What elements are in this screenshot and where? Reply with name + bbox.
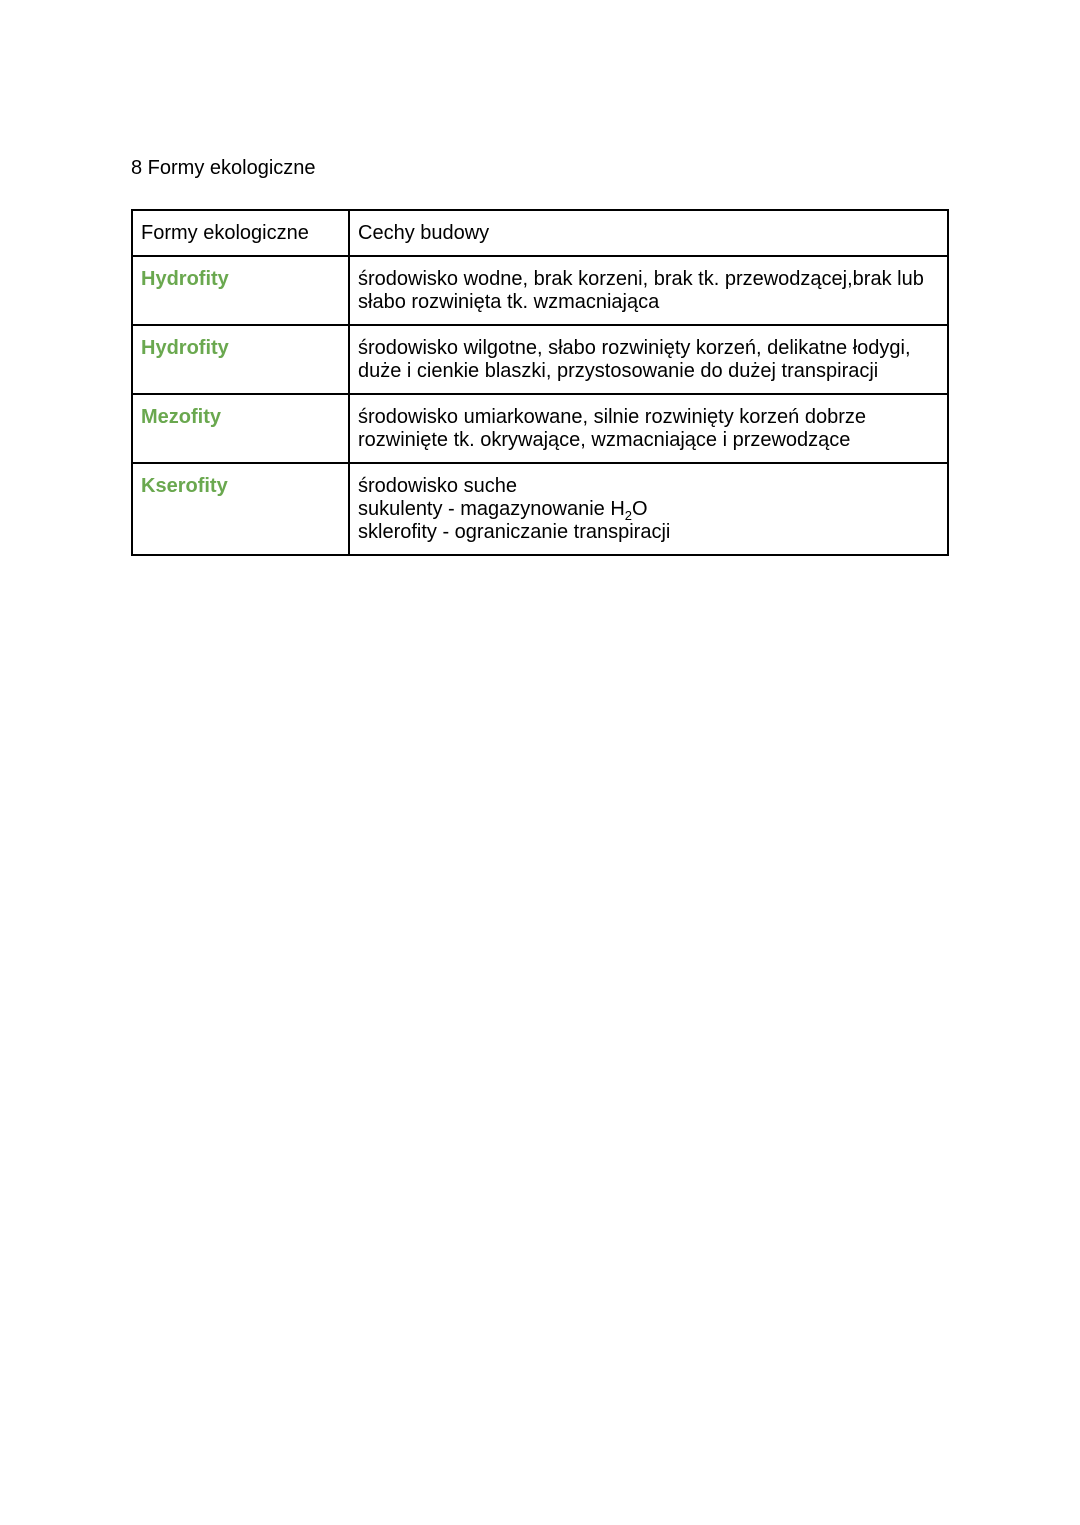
form-name-cell: Kserofity bbox=[132, 463, 349, 555]
feature-line: sklerofity - ograniczanie transpiracji bbox=[358, 521, 671, 543]
feature-line: rozwinięte tk. okrywające, wzmacniające i przewodzące bbox=[358, 429, 851, 451]
table-row bbox=[132, 256, 948, 325]
table-row bbox=[132, 463, 948, 555]
feature-line-water bbox=[358, 498, 939, 521]
feature-line: środowisko umiarkowane, silnie rozwinięty korzeń dobrze bbox=[358, 406, 866, 428]
page-title: 8 Formy ekologiczne bbox=[131, 157, 316, 179]
form-name-cell: Hydrofity bbox=[132, 256, 349, 325]
features-cell bbox=[349, 256, 948, 325]
form-name-cell: Hydrofity bbox=[132, 325, 349, 394]
table-header-row bbox=[132, 210, 948, 256]
features-cell bbox=[349, 325, 948, 394]
header-cell-form: Formy ekologiczne bbox=[132, 210, 349, 256]
water-formula-prefix: sukulenty - magazynowanie H bbox=[358, 498, 625, 520]
header-cell-features: Cechy budowy bbox=[349, 210, 948, 256]
subscript-two: 2 bbox=[624, 508, 633, 523]
features-cell bbox=[349, 463, 948, 555]
feature-line: słabo rozwinięta tk. wzmacniająca bbox=[358, 291, 660, 313]
feature-line: duże i cienkie blaszki, przystosowanie do dużej transpiracji bbox=[358, 360, 879, 382]
form-name-cell: Mezofity bbox=[132, 394, 349, 463]
feature-line: środowisko suche bbox=[358, 475, 517, 497]
feature-line: środowisko wodne, brak korzeni, brak tk. przewodzącej,brak lub bbox=[358, 268, 924, 290]
features-cell bbox=[349, 394, 948, 463]
table-row bbox=[132, 325, 948, 394]
feature-line: środowisko wilgotne, słabo rozwinięty korzeń, delikatne łodygi, bbox=[358, 337, 911, 359]
table-row bbox=[132, 394, 948, 463]
ecological-forms-table bbox=[131, 209, 949, 556]
water-formula-suffix: O bbox=[632, 498, 648, 520]
